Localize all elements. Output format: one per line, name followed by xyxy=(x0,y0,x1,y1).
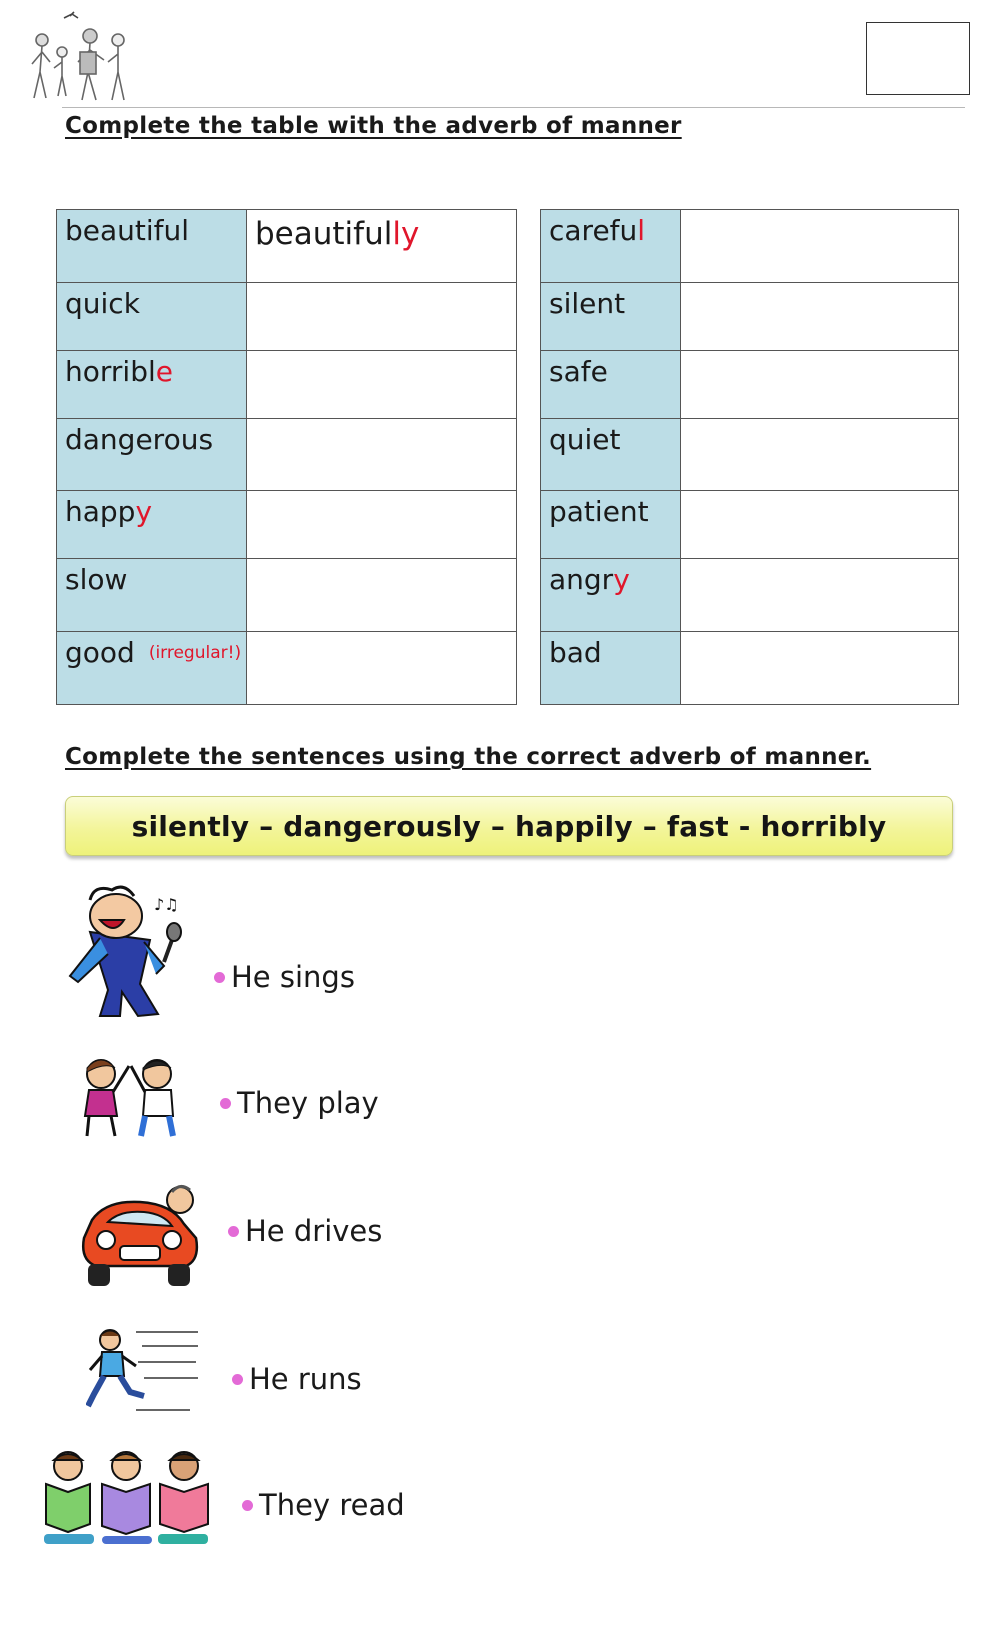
answer-field[interactable] xyxy=(681,559,959,632)
adjective-cell: angry xyxy=(541,559,681,632)
adjective-cell: beautiful xyxy=(57,210,247,283)
running-boy-icon xyxy=(86,1326,201,1416)
singing-man-icon xyxy=(60,880,190,1020)
adjective-cell: careful xyxy=(541,210,681,283)
answer-field[interactable] xyxy=(681,283,959,351)
adjective-cell: good (irregular!) xyxy=(57,632,247,705)
adjective-cell: dangerous xyxy=(57,419,247,491)
answer-field[interactable] xyxy=(247,559,517,632)
adjective-cell: horrible xyxy=(57,351,247,419)
sentence-1: He sings xyxy=(214,960,355,994)
score-box[interactable] xyxy=(866,22,970,95)
answer-field[interactable] xyxy=(681,632,959,705)
adjective-cell: safe xyxy=(541,351,681,419)
sentence-2: They play xyxy=(220,1086,379,1120)
answer-field[interactable] xyxy=(247,632,517,705)
header-divider xyxy=(62,107,965,108)
irregular-note: (irregular!) xyxy=(148,643,242,663)
adjective-table-left xyxy=(56,209,517,705)
answer-field[interactable] xyxy=(681,491,959,559)
adjective-cell: slow xyxy=(57,559,247,632)
bullet-icon xyxy=(232,1374,243,1385)
bullet-icon xyxy=(242,1500,253,1511)
sentences-instruction: Complete the sentences using the correct adverb of manner. xyxy=(65,744,872,770)
answer-field[interactable] xyxy=(247,283,517,351)
adjective-cell: bad xyxy=(541,632,681,705)
answer-field[interactable]: beautifully xyxy=(247,210,517,283)
table-instruction: Complete the table with the adverb of manner xyxy=(65,113,682,139)
family-illustration-icon xyxy=(20,10,140,105)
adjective-cell: silent xyxy=(541,283,681,351)
word-bank-text: silently – dangerously – happily – fast - horribly xyxy=(131,809,887,843)
children-high-five-icon xyxy=(75,1052,185,1144)
adjective-cell: quick xyxy=(57,283,247,351)
answer-field[interactable] xyxy=(247,351,517,419)
man-driving-car-icon xyxy=(76,1180,206,1292)
sentence-3: He drives xyxy=(228,1214,382,1248)
word-bank xyxy=(65,796,953,856)
answer-field[interactable] xyxy=(681,351,959,419)
answer-field[interactable] xyxy=(681,419,959,491)
svg-text:♪♫: ♪♫ xyxy=(154,895,179,914)
bullet-icon xyxy=(214,972,225,983)
answer-field[interactable] xyxy=(247,491,517,559)
adjective-table-right xyxy=(540,209,959,705)
children-reading-icon xyxy=(40,1446,212,1546)
sentence-4: He runs xyxy=(232,1362,362,1396)
answer-field[interactable] xyxy=(247,419,517,491)
adjective-cell: patient xyxy=(541,491,681,559)
bullet-icon xyxy=(228,1226,239,1237)
adjective-cell: quiet xyxy=(541,419,681,491)
answer-field[interactable] xyxy=(681,210,959,283)
adjective-cell: happy xyxy=(57,491,247,559)
bullet-icon xyxy=(220,1098,231,1109)
sentence-5: They read xyxy=(242,1488,405,1522)
